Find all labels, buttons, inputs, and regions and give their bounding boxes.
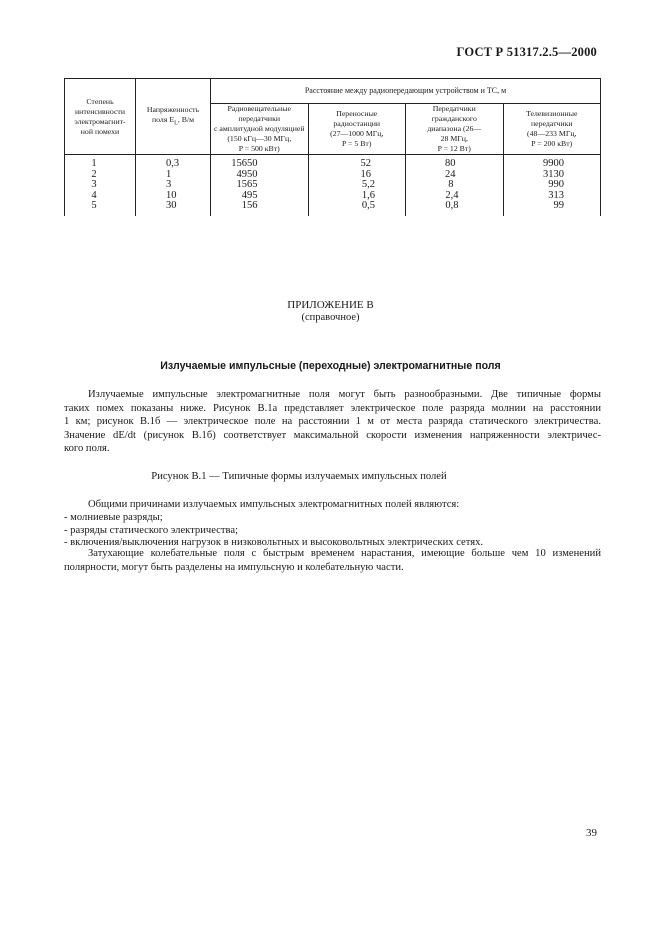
- list-item: - молниевые разряды;: [64, 512, 163, 523]
- page-number: 39: [586, 827, 597, 839]
- distance-group-header: Расстояние между радиопередающим устройством и ТС, м: [211, 79, 601, 104]
- broadcast-am-values: 15650 4950 1565 495 156: [211, 155, 309, 216]
- list-item: - разряды статического электричества;: [64, 524, 239, 536]
- tv-transmitter-header: Телевизионные передатчики (48—233 МГц, P = 200 кВт): [503, 104, 601, 155]
- degree-column-header: Степень интенсивности электромагнит- ной помехи: [65, 79, 136, 155]
- causes-list: [64, 512, 483, 550]
- document-code-header: ГОСТ Р 51317.2.5—2000: [456, 45, 597, 59]
- appendix-note: (справочное): [301, 312, 360, 323]
- degree-values: 1 2 3 4 5: [65, 155, 136, 216]
- broadcast-am-header: Радиовещательные передатчики с амплитудной модуляцией (150 кГц—30 МГц, P = 500 кВт): [211, 104, 309, 155]
- figure-caption: Рисунок В.1 — Типичные формы излучаемых импульсных полей: [151, 471, 447, 482]
- list-item: - включения/выключения нагрузок в низковольтных и высоковольтных электрических сетях.: [64, 537, 484, 548]
- portable-radio-header: Переносные радиостанции (27—1000 МГц, P = 5 Вт): [308, 104, 406, 155]
- portable-radio-values: 52 16 5,2 1,6 0,5: [308, 155, 406, 216]
- causes-intro: Общими причинами излучаемых импульсных электромагнитных полей являются:: [88, 499, 460, 510]
- field-strength-column-header: Напряженность поля $E_L$, В/м: [136, 79, 211, 155]
- distance-table: [64, 78, 601, 216]
- citizen-band-header: Передатчики гражданского диапазона (26— 28 МГц, P = 12 Вт): [406, 104, 504, 155]
- citizen-band-values: 80 24 8 2,4 0,8: [406, 155, 504, 216]
- intro-paragraph: Излучаемые импульсные электромагнитные поля могут быть разнообразными. Две типичные формы таких помех показаны ниже. Рисунок В.1а представляет электрическое поле разряда молнии на расстоянии 1 км; рисунок В.1б — электрическое поле на расстоянии 1 м от места разряда статического электричества. Значение dE/dt (рисунок В.1б) соответствует максимальной скорости изменения напряженности электричес- кого поля.: [64, 389, 601, 454]
- tv-values: 9900 3130 990 313 99: [503, 155, 601, 216]
- appendix-title: ПРИЛОЖЕНИЕ В: [287, 299, 374, 311]
- closing-paragraph: Затухающие колебательные поля с быстрым временем нарастания, имеющие больше чем 10 изменений полярности, могут быть разделены на импульсную и колебательную части.: [64, 548, 601, 573]
- field-strength-values: 0,3 1 3 10 30: [136, 155, 211, 216]
- section-heading: Излучаемые импульсные (переходные) электромагнитные поля: [160, 360, 501, 372]
